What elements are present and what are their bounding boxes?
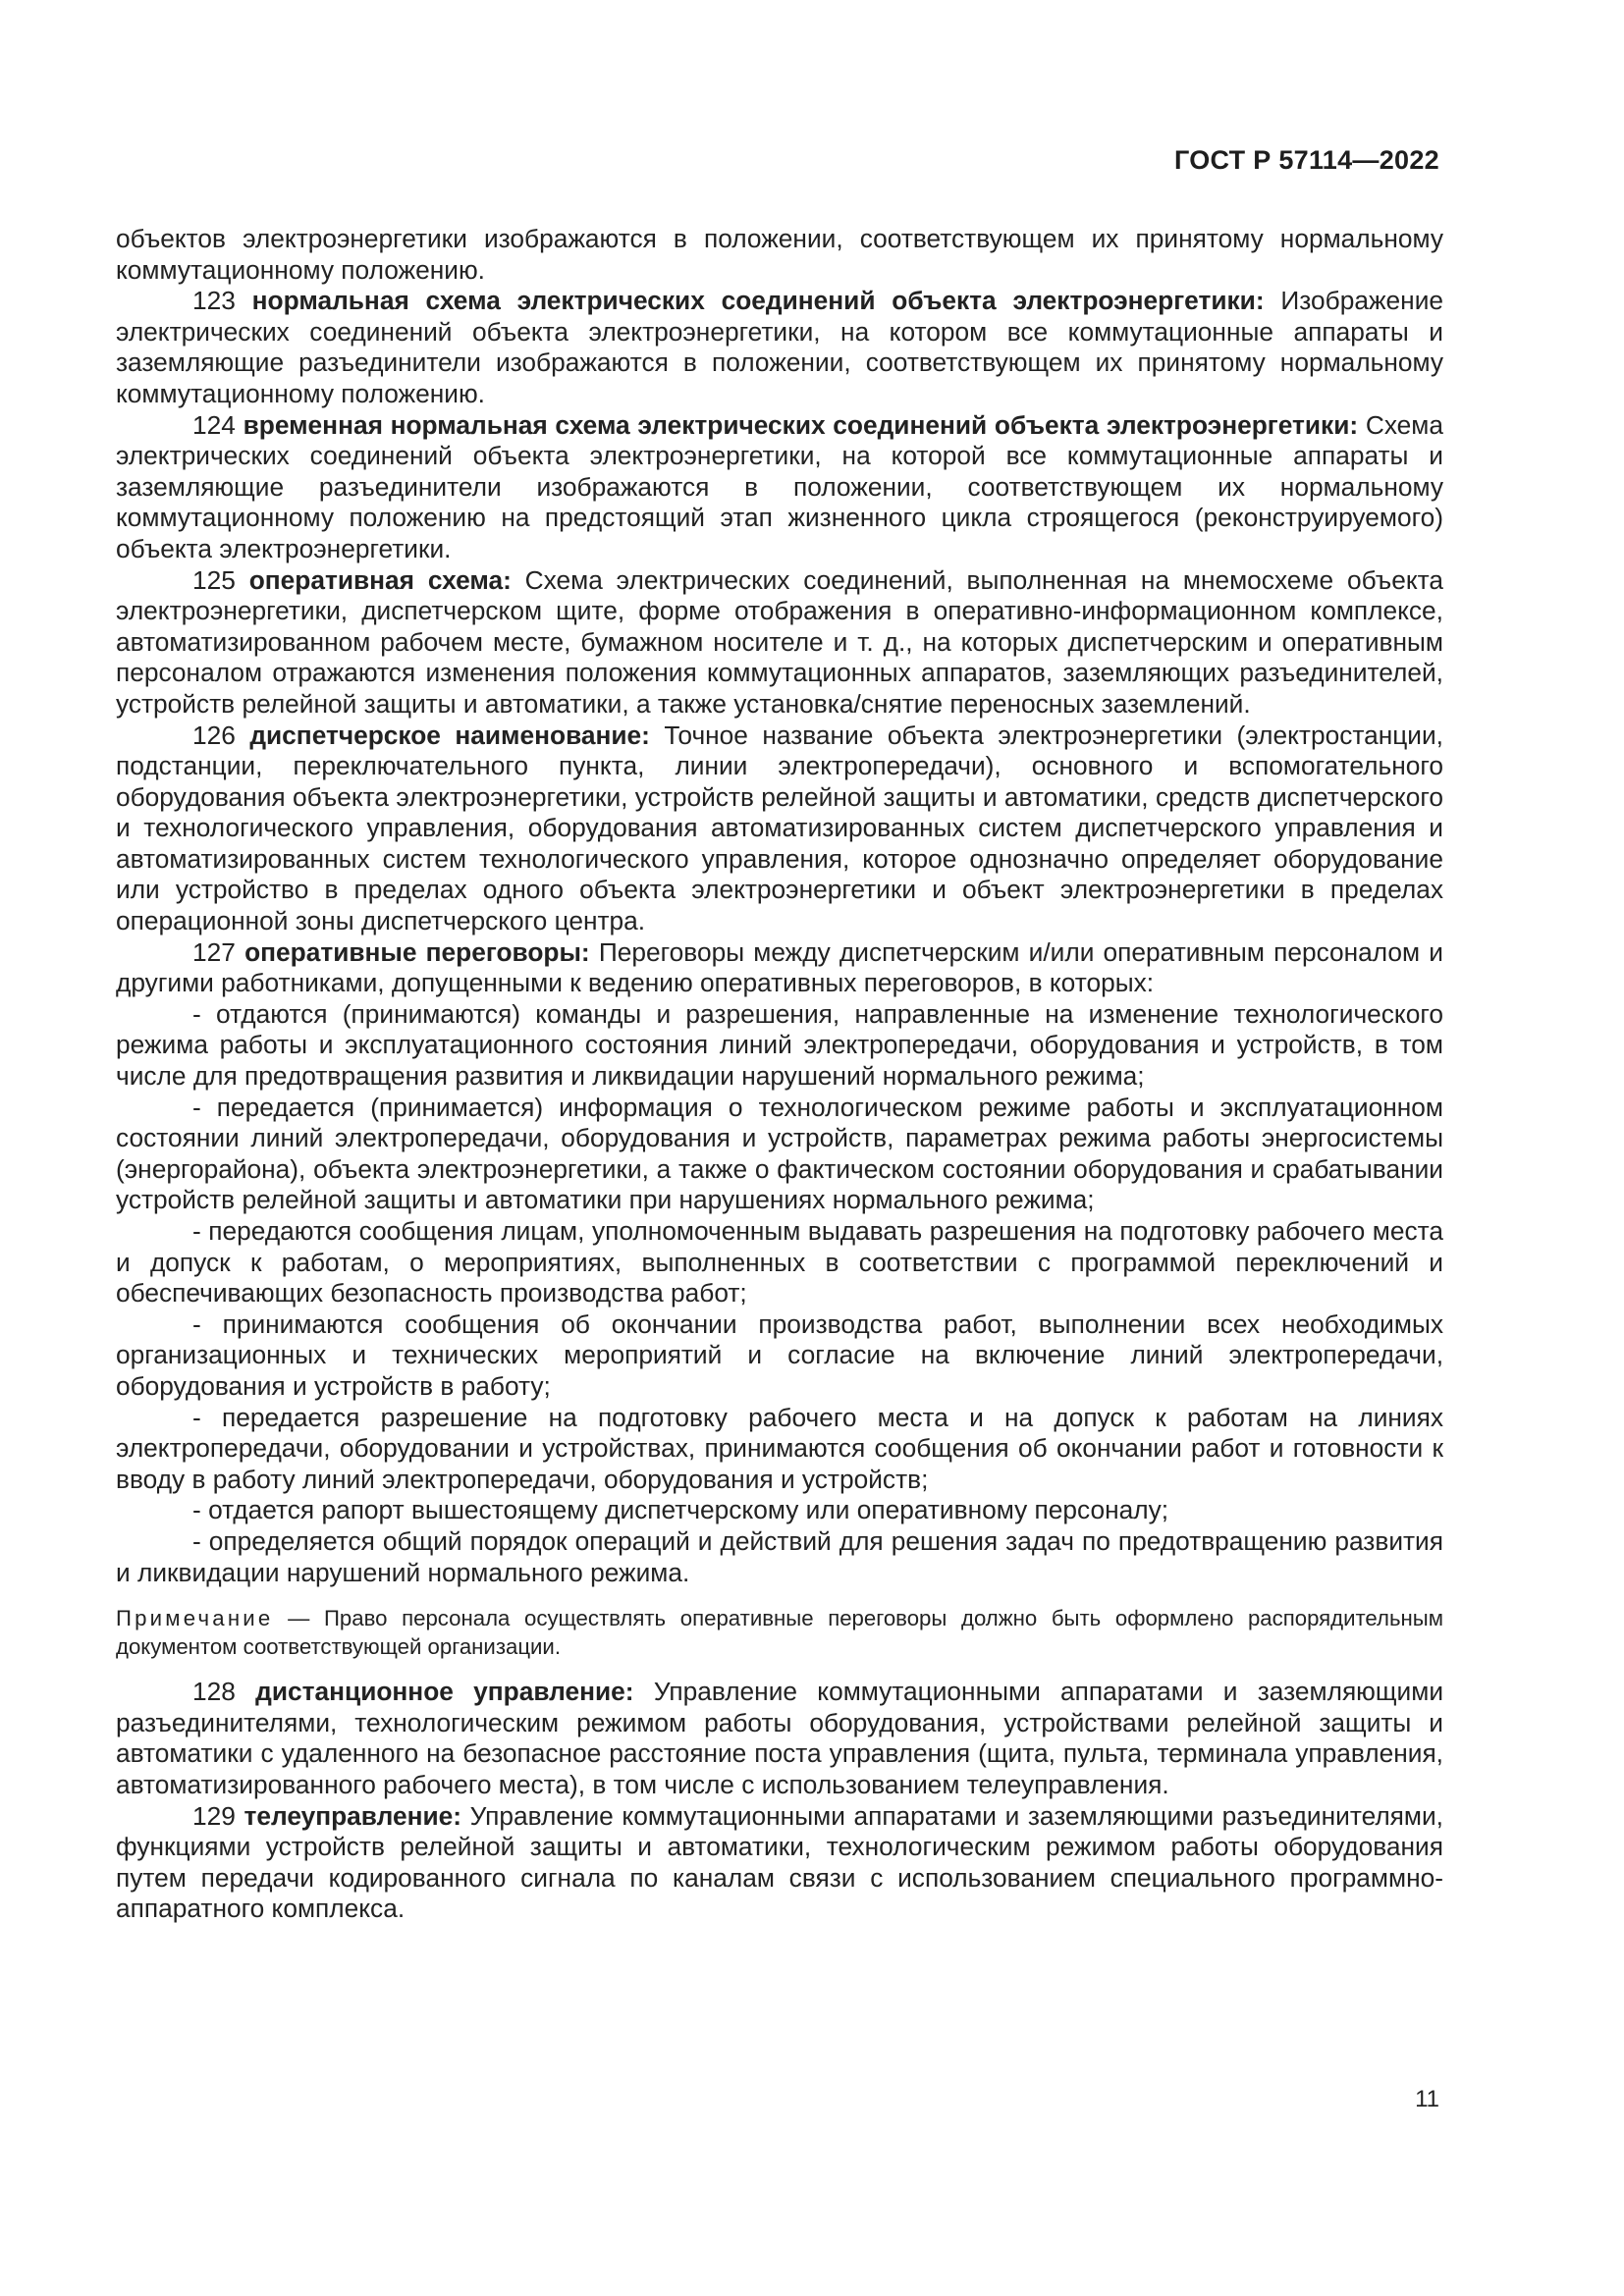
- list-item: - передается (принимается) информация о технологическом режиме работы и эксплуатационном состоянии линий электропередачи, оборудования и устройств, параметрах режима работы энергосистемы (энергорайона), объекта электроэнергетики, а также о фактическом состоянии оборудования и срабатывании устройств релейной защиты и автоматики при нарушениях нормального режима;: [116, 1092, 1443, 1215]
- term-title: телеуправление:: [244, 1800, 462, 1831]
- list-item: - определяется общий порядок операций и действий для решения задач по предотвращению развития и ликвидации нарушений нормального режима.: [116, 1525, 1443, 1587]
- term-entry-123: [116, 286, 1443, 409]
- note-dash: —: [273, 1606, 324, 1631]
- term-definition: Схема электрических соединений объекта электроэнергетики, на которой все коммутационные аппараты и заземляющие разъединители изображаются в положении, соответствующем их нормальному коммутационному положению на предстоящий этап жизненного цикла строящегося (реконструируемого) объекта электроэнергетики.: [116, 409, 1444, 563]
- term-number: 129: [192, 1800, 236, 1831]
- list-item: - передаются сообщения лицам, уполномоченным выдавать разрешения на подготовку рабочего места и допуск к работам, о мероприятиях, выполненных в соответствии с программой переключений и обеспечивающих безопасность производства работ;: [116, 1216, 1443, 1308]
- term-definition: Управление коммутационными аппаратами и заземляющими разъединителями, функциями устройств релейной защиты и автоматики, технологическим режимом работы оборудования путем передачи кодированного сигнала по каналам связи с использованием специального программно-аппаратного комплекса.: [116, 1800, 1443, 1924]
- term-number: 126: [192, 720, 236, 750]
- term-definition: Управление коммутационными аппаратами и заземляющими разъединителями, технологическим режимом работы оборудования, устройствами релейной защиты и автоматики с удаленного на безопасное расстояние поста управления (щита, пульта, терминала управления, автоматизированного рабочего места), в том числе с использованием телеуправления.: [116, 1677, 1444, 1799]
- term-entry-129: [116, 1801, 1443, 1925]
- term-definition: Переговоры между диспетчерским и/или оперативным персоналом и другими работниками, допущенными к ведению оперативных переговоров, в которых:: [116, 936, 1443, 998]
- term-title: оперативная схема:: [248, 564, 512, 595]
- page-number: 11: [1415, 2086, 1439, 2112]
- term-number: 123: [192, 286, 236, 316]
- list-item: - отдаются (принимаются) команды и разрешения, направленные на изменение технологического режима работы и эксплуатационного состояния линий электропередачи, оборудования и устройств, в том числе для предотвращения развития и ликвидации нарушений нормального режима;: [116, 998, 1443, 1092]
- term-definition: Изображение электрических соединений объекта электроэнергетики, на котором все коммутационные аппараты и заземляющие разъединители изображаются в положении, соответствующем их принятому нормальному коммутационному положению.: [116, 286, 1444, 408]
- note-label: Примечание: [116, 1606, 274, 1631]
- intro-paragraph: объектов электроэнергетики изображаются в положении, соответствующем их принятому нормальному коммутационному положению.: [116, 224, 1443, 285]
- document-body: [116, 224, 1443, 1925]
- term-entry-126: [116, 721, 1443, 937]
- term-number: 127: [192, 936, 236, 967]
- term-entry-127: [116, 937, 1443, 999]
- term-number: 124: [192, 409, 236, 440]
- term-definition: Точное название объекта электроэнергетики (электростанции, подстанции, переключательного пункта, линии электропередачи), основного и вспомогательного оборудования объекта электроэнергетики, устройств релейной защиты и автоматики, средств диспетчерского и технологического управления, оборудования автоматизированных систем диспетчерского управления и автоматизированных систем технологического управления, которое однозначно определяет оборудование или устройство в пределах одного объекта электроэнергетики и объект электроэнергетики в пределах операционной зоны диспетчерского центра.: [116, 720, 1443, 936]
- list-item: - принимаются сообщения об окончании производства работ, выполнении всех необходимых организационных и технических мероприятий и согласие на включение линий электропередачи, оборудования и устройств в работу;: [116, 1308, 1443, 1401]
- note-paragraph: [116, 1604, 1443, 1661]
- standard-header: ГОСТ Р 57114—2022: [1173, 145, 1439, 175]
- term-entry-125: [116, 565, 1443, 721]
- term-title: нормальная схема электрических соединений объекта электроэнергетики:: [251, 286, 1265, 316]
- term-number: 125: [192, 564, 236, 595]
- list-item: - отдается рапорт вышестоящему диспетчерскому или оперативному персоналу;: [192, 1495, 1169, 1525]
- term-definition: Схема электрических соединений, выполненная на мнемосхеме объекта электроэнергетики, диспетчерском щите, форме отображения в оперативно-информационном комплексе, автоматизированном рабочем месте, бумажном носителе и т. д., на которых диспетчерским и оперативным персоналом отражаются изменения положения коммутационных аппаратов, заземляющих разъединителей, устройств релейной защиты и автоматики, а также установка/снятие переносных заземлений.: [116, 564, 1443, 719]
- term-entry-124: [116, 410, 1443, 565]
- term-entry-128: [116, 1677, 1443, 1800]
- term-title: диспетчерское наименование:: [249, 720, 650, 750]
- term-number: 128: [192, 1677, 236, 1707]
- note-text: Право персонала осуществлять оперативные переговоры должно быть оформлено распорядительным документом соответствующей организации.: [116, 1606, 1443, 1660]
- term-title: временная нормальная схема электрических соединений объекта электроэнергетики:: [243, 409, 1359, 440]
- term-title: дистанционное управление:: [255, 1677, 634, 1707]
- term-title: оперативные переговоры:: [244, 936, 590, 967]
- list-item: - передается разрешение на подготовку рабочего места и на допуск к работам на линиях электропередачи, оборудовании и устройствах, принимаются сообщения об окончании работ и готовности к вводу в работу линий электропередачи, оборудования и устройств;: [116, 1402, 1443, 1494]
